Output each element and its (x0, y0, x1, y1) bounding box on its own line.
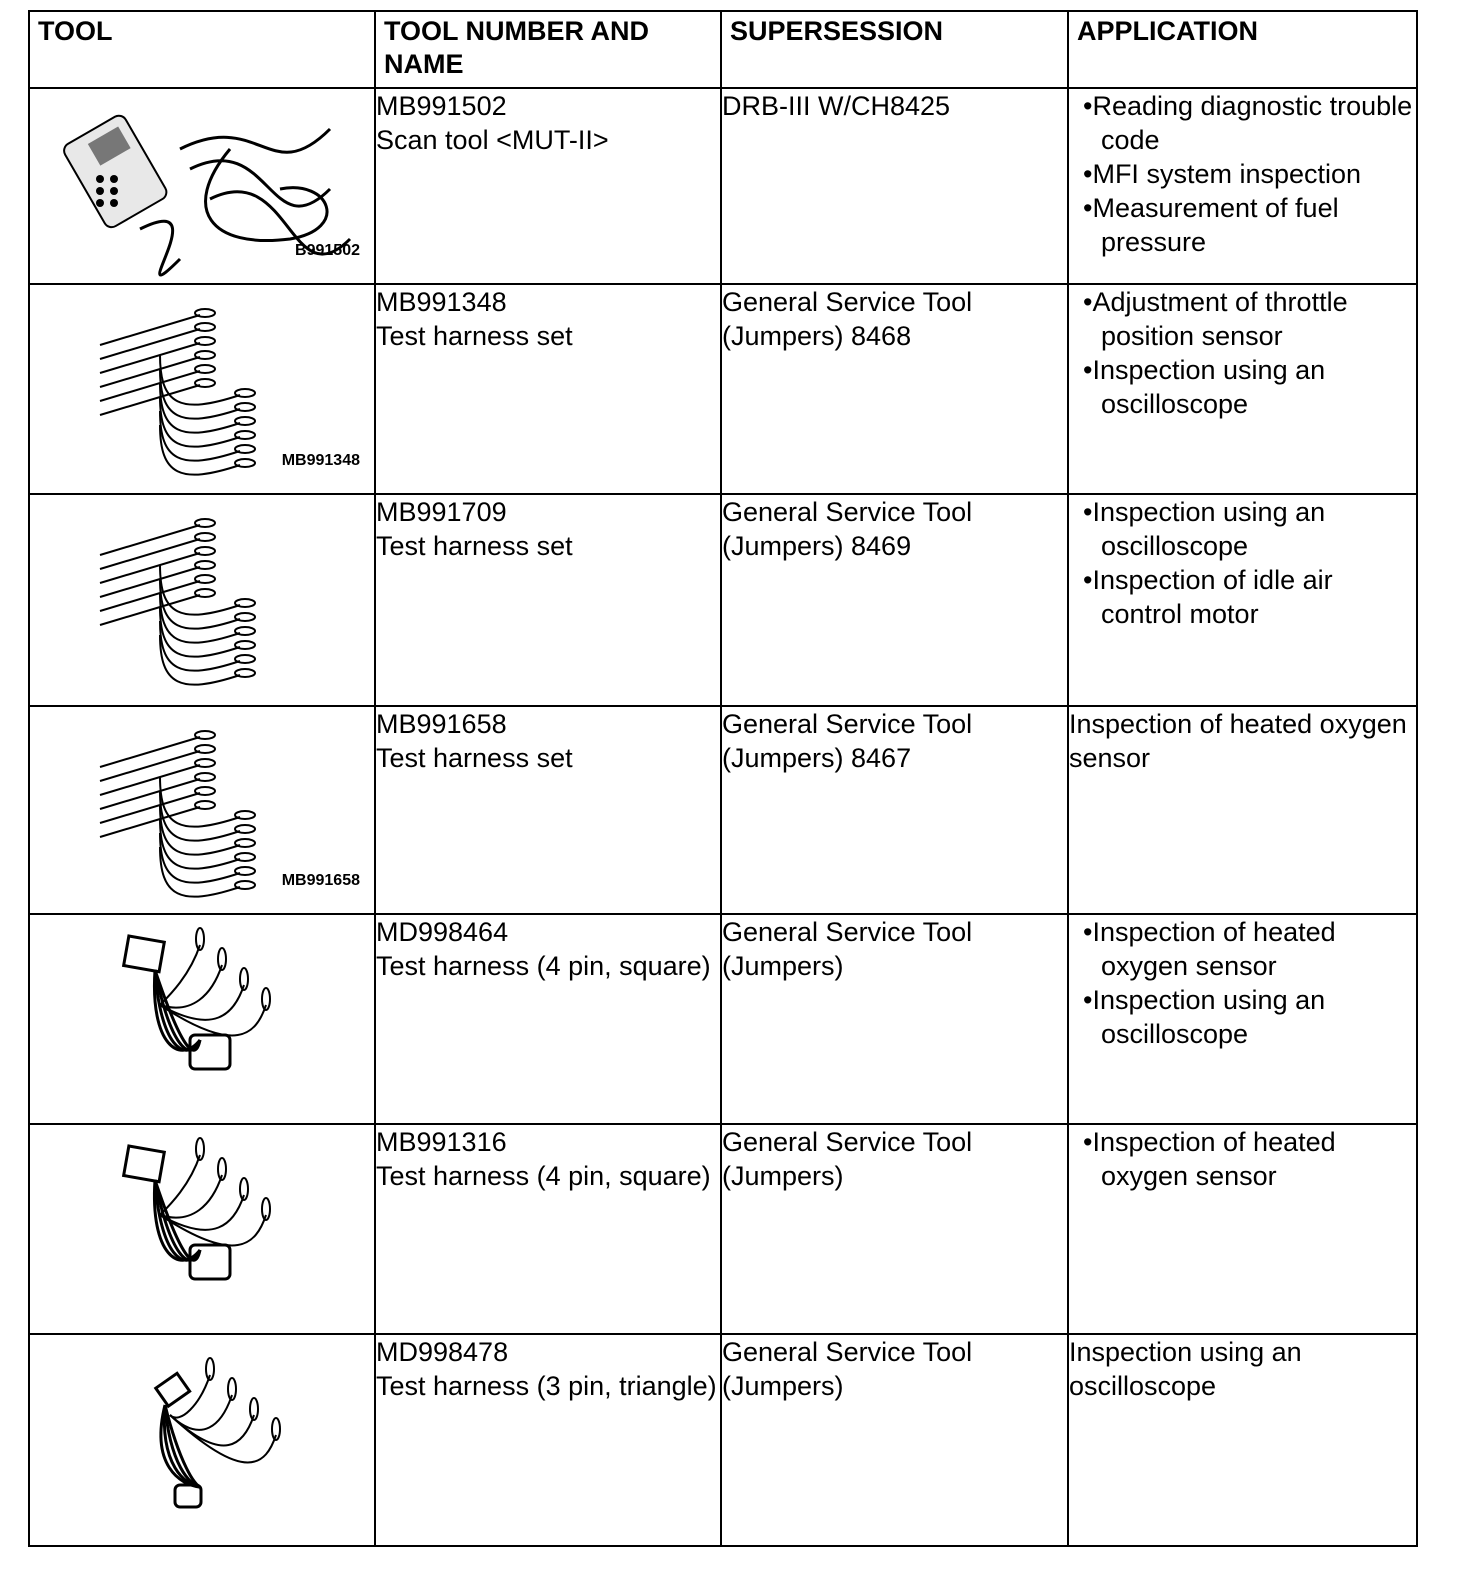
application-item-text: Adjustment of throttle position sensor (1092, 287, 1348, 351)
tool-image-cell (29, 284, 375, 494)
figure-label: MB991348 (281, 452, 360, 469)
supersession-line: General Service Tool (722, 709, 973, 739)
header-application: APPLICATION (1068, 11, 1417, 88)
square-connector-harness-icon (30, 915, 374, 1121)
supersession-cell (721, 1124, 1068, 1334)
supersession-line: General Service Tool (722, 497, 973, 527)
tool-name: Test harness (3 pin, triangle) (376, 1371, 717, 1401)
triangle-connector-harness-icon (30, 1335, 374, 1543)
application-item-text: Inspection of idle air control motor (1092, 565, 1333, 629)
tool-number-name-cell (375, 706, 721, 914)
application-item-text: Inspection of heated oxygen sensor (1092, 917, 1336, 981)
application-item-text: Inspection using an oscilloscope (1092, 355, 1326, 419)
application-cell (1068, 1124, 1417, 1334)
application-item-text: Inspection of heated oxygen sensor (1092, 1127, 1336, 1191)
table-row (29, 706, 1417, 914)
application-item (1069, 157, 1416, 191)
tool-number-name-cell (375, 1334, 721, 1546)
tool-name: Test harness set (376, 321, 573, 351)
supersession-cell (721, 1334, 1068, 1546)
supersession-cell (721, 88, 1068, 284)
tool-number: MB991658 (376, 709, 507, 739)
application-item-text: MFI system inspection (1092, 159, 1362, 189)
tool-name: Test harness (4 pin, square) (376, 951, 711, 981)
special-tools-table (28, 10, 1418, 1547)
tool-number-name-cell (375, 284, 721, 494)
supersession-cell (721, 494, 1068, 706)
application-cell (1068, 284, 1417, 494)
application-cell (1068, 706, 1417, 914)
application-cell (1068, 88, 1417, 284)
supersession-line: (Jumpers) 8469 (722, 531, 912, 561)
application-cell (1068, 914, 1417, 1124)
tool-name: Test harness set (376, 743, 573, 773)
application-list (1069, 1125, 1416, 1193)
tool-number-name-cell (375, 914, 721, 1124)
table-row (29, 1124, 1417, 1334)
test-harness-set-icon (30, 495, 374, 703)
application-item (1069, 353, 1416, 421)
header-tool: TOOL (29, 11, 375, 88)
supersession-line: (Jumpers) (722, 951, 844, 981)
tool-image-cell (29, 1124, 375, 1334)
supersession-line: (Jumpers) (722, 1371, 844, 1401)
tool-image-cell (29, 914, 375, 1124)
supersession-line: (Jumpers) 8467 (722, 743, 912, 773)
application-list (1069, 285, 1416, 421)
application-item (1069, 89, 1416, 157)
tool-name: Test harness (4 pin, square) (376, 1161, 711, 1191)
header-row (29, 11, 1417, 88)
supersession-line: General Service Tool (722, 287, 973, 317)
tool-number-name-cell (375, 494, 721, 706)
application-item (1069, 495, 1416, 563)
header-tool-number-name: TOOL NUMBER AND NAME (375, 11, 721, 88)
tool-image-cell (29, 494, 375, 706)
application-list (1069, 495, 1416, 631)
application-item (1069, 983, 1416, 1051)
application-item (1069, 915, 1416, 983)
application-cell (1068, 1334, 1417, 1546)
application-text: Inspection of heated oxygen sensor (1069, 709, 1407, 773)
supersession-line: (Jumpers) (722, 1161, 844, 1191)
header-supersession: SUPERSESSION (721, 11, 1068, 88)
table-row (29, 494, 1417, 706)
application-cell (1068, 494, 1417, 706)
tool-image-cell (29, 88, 375, 284)
tool-number: MD998464 (376, 917, 509, 947)
table-row (29, 284, 1417, 494)
supersession-line: General Service Tool (722, 1127, 973, 1157)
application-list (1069, 915, 1416, 1051)
tool-image-cell (29, 706, 375, 914)
application-item (1069, 285, 1416, 353)
test-harness-set-icon (30, 285, 374, 491)
scan-tool-icon (30, 89, 374, 281)
tool-image-cell (29, 1334, 375, 1546)
tool-number: MB991502 (376, 91, 507, 121)
tool-name: Scan tool <MUT-II> (376, 125, 609, 155)
supersession-line: DRB-III W/CH8425 (722, 91, 951, 121)
application-text: Inspection using an oscilloscope (1069, 1337, 1302, 1401)
tool-name: Test harness set (376, 531, 573, 561)
application-item (1069, 191, 1416, 259)
application-item-text: Reading diagnostic trouble code (1092, 91, 1413, 155)
table-row (29, 88, 1417, 284)
figure-label: MB991658 (281, 872, 360, 889)
supersession-cell (721, 914, 1068, 1124)
application-item (1069, 563, 1416, 631)
tool-number-name-cell (375, 1124, 721, 1334)
square-connector-harness-icon (30, 1125, 374, 1331)
supersession-line: (Jumpers) 8468 (722, 321, 912, 351)
supersession-line: General Service Tool (722, 917, 973, 947)
tool-number: MB991348 (376, 287, 507, 317)
tool-number-name-cell (375, 88, 721, 284)
supersession-cell (721, 284, 1068, 494)
supersession-line: General Service Tool (722, 1337, 973, 1367)
application-item-text: Measurement of fuel pressure (1092, 193, 1339, 257)
tool-number: MD998478 (376, 1337, 509, 1367)
application-item-text: Inspection using an oscilloscope (1092, 497, 1326, 561)
tool-number: MB991709 (376, 497, 507, 527)
table-row (29, 1334, 1417, 1546)
tool-number: MB991316 (376, 1127, 507, 1157)
figure-label: B991502 (295, 242, 360, 259)
application-item-text: Inspection using an oscilloscope (1092, 985, 1326, 1049)
application-list (1069, 89, 1416, 259)
test-harness-set-icon (30, 707, 374, 911)
table-row (29, 914, 1417, 1124)
application-item (1069, 1125, 1416, 1193)
supersession-cell (721, 706, 1068, 914)
